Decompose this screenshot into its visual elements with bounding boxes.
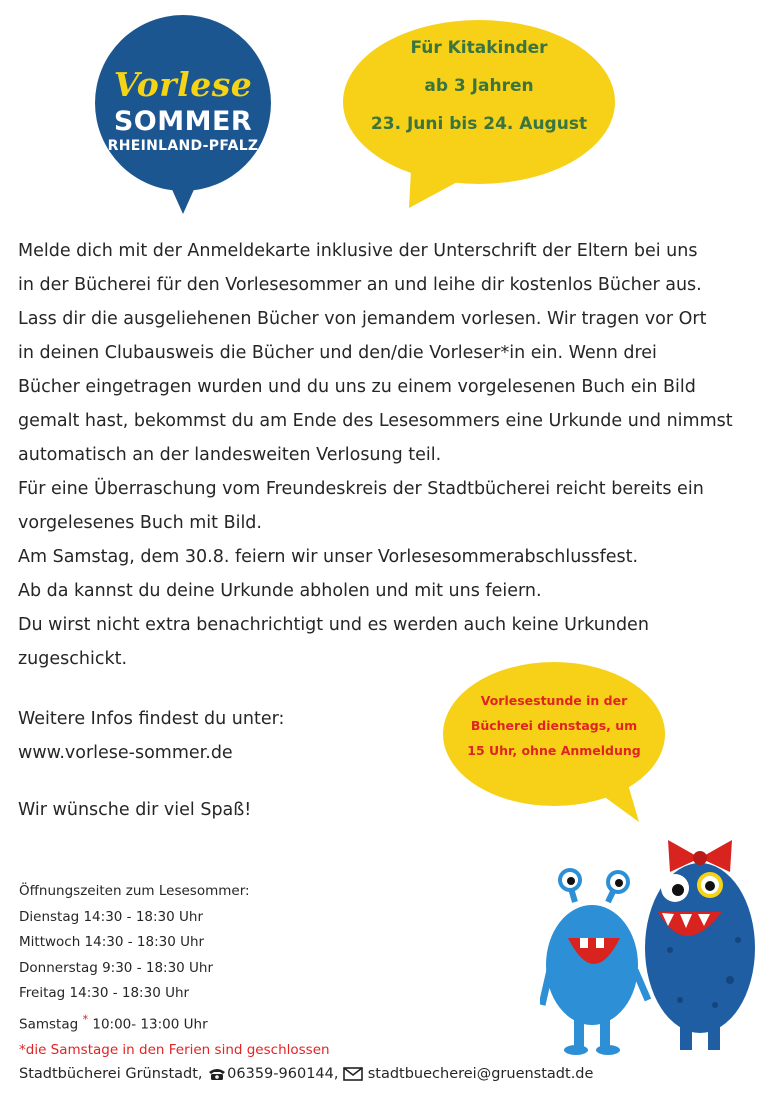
body-line: Du wirst nicht extra benachrichtigt und es werden auch keine Urkunden: [18, 615, 649, 635]
body-line: Für eine Überraschung vom Freundeskreis der Stadtbücherei reicht bereits ein: [18, 479, 704, 499]
footer-contact: [19, 1066, 593, 1082]
body-line: Ab da kannst du deine Urkunde abholen und mit uns feiern.: [18, 581, 542, 601]
hours-row: Dienstag 14:30 - 18:30 Uhr: [19, 908, 204, 925]
logo-vorlese: Vorlese: [113, 65, 253, 104]
saturday-day: Samstag: [19, 1016, 83, 1032]
small-monster: [542, 868, 648, 1055]
body-line: gemalt hast, bekommst du am Ende des Lesesommers eine Urkunde und nimmst: [18, 411, 733, 431]
body-line: in der Bücherei für den Vorlesesommer an und leihe dir kostenlos Bücher aus.: [18, 275, 702, 295]
hours-note: *die Samstage in den Ferien sind geschlossen: [19, 1041, 330, 1058]
envelope-icon: [343, 1067, 363, 1081]
infos-label: Weitere Infos findest du unter:: [18, 709, 285, 729]
bubble-top-line: 23. Juni bis 24. August: [370, 114, 588, 134]
logo-rheinland-pfalz: RHEINLAND-PFALZ: [107, 138, 259, 154]
opening-hours: [19, 879, 330, 1063]
hours-row: Donnerstag 9:30 - 18:30 Uhr: [19, 959, 214, 976]
hours-row-saturday: [19, 1007, 330, 1038]
hours-title: Öffnungszeiten zum Lesesommer:: [19, 883, 250, 899]
body-line: in deinen Clubausweis die Bücher und den/die Vorleser*in ein. Wenn drei: [18, 343, 657, 363]
infos-block: [18, 702, 284, 770]
saturday-asterisk: *: [82, 1012, 89, 1026]
telephone-icon: [207, 1067, 227, 1081]
body-line: automatisch an der landesweiten Verlosung teil.: [18, 445, 442, 465]
body-text: [18, 234, 768, 676]
saturday-time: 10:00- 13:00 Uhr: [88, 1016, 208, 1032]
footer-email[interactable]: stadtbuecherei@gruenstadt.de: [367, 1066, 594, 1082]
bubble-mid-line: 15 Uhr, ohne Anmeldung: [467, 743, 641, 758]
wish-text: Wir wünsche dir viel Spaß!: [18, 800, 252, 820]
speech-bubble-mid: [443, 662, 665, 822]
bubble-mid-line: Vorlesestunde in der: [480, 693, 628, 708]
hours-row: Freitag 14:30 - 18:30 Uhr: [19, 985, 190, 1001]
body-line: zugeschickt.: [18, 649, 128, 669]
body-line: vorgelesenes Buch mit Bild.: [18, 513, 262, 533]
footer-phone[interactable]: 06359-960144,: [227, 1066, 339, 1082]
body-line: Melde dich mit der Anmeldekarte inklusive der Unterschrift der Eltern bei uns: [18, 241, 698, 261]
big-monster: [645, 840, 755, 1050]
logo-sommer: SOMMER: [113, 106, 253, 137]
bubble-top-line: Für Kitakinder: [410, 38, 548, 58]
bubble-top-line: ab 3 Jahren: [424, 76, 534, 96]
body-line: Lass dir die ausgeliehenen Bücher von jemandem vorlesen. Wir tragen vor Ort: [18, 309, 707, 329]
body-line: Am Samstag, dem 30.8. feiern wir unser Vorlesesommerabschlussfest.: [18, 547, 639, 567]
body-line: Bücher eingetragen wurden und du uns zu einem vorgelesenen Buch ein Bild: [18, 377, 696, 397]
hours-row: Mittwoch 14:30 - 18:30 Uhr: [19, 934, 205, 950]
footer-library: Stadtbücherei Grünstadt,: [19, 1066, 203, 1082]
monsters-illustration: [540, 830, 765, 1060]
bubble-mid-line: Bücherei dienstags, um: [470, 718, 638, 733]
vorlesesommer-logo: [95, 15, 271, 215]
infos-url[interactable]: www.vorlese-sommer.de: [18, 743, 233, 763]
